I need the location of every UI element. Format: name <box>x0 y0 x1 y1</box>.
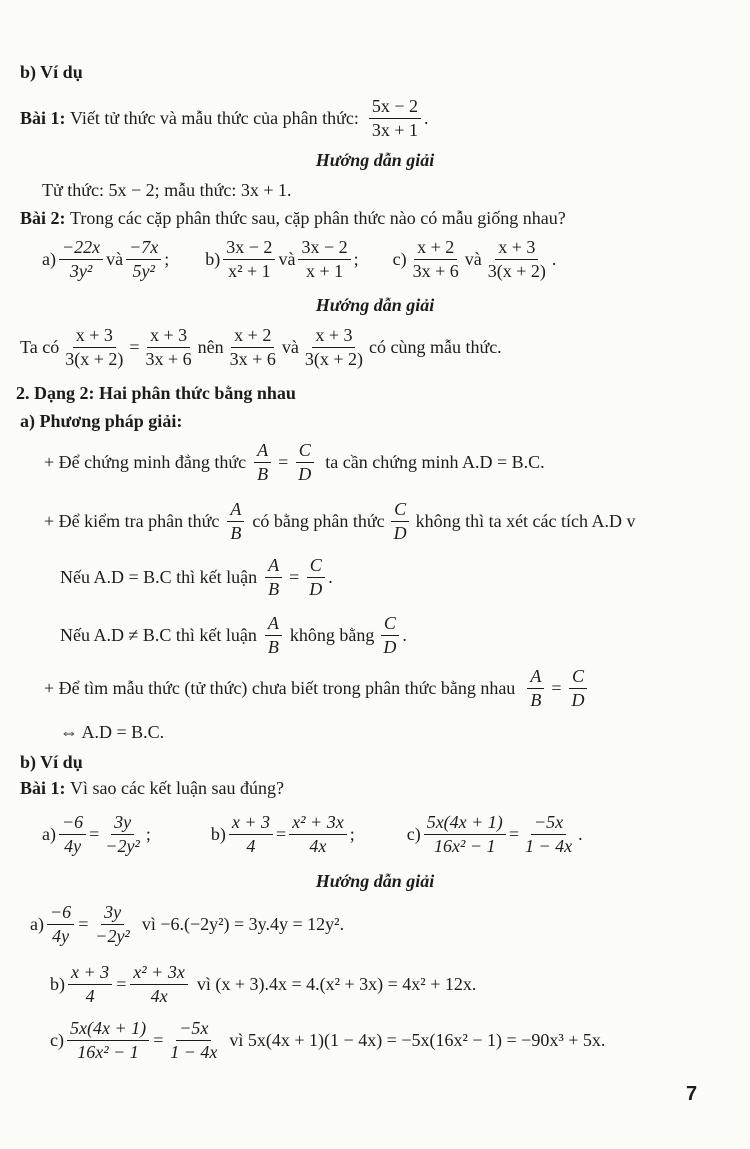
exercise-label: Bài 1: <box>20 778 66 798</box>
fraction <box>265 613 282 657</box>
fraction <box>380 613 399 657</box>
exercise-1: Bài 1: Viết tử thức và mẫu thức của phân thức: $\frac{5x - 2}{3x + 1}$ . <box>20 96 429 140</box>
fraction <box>298 237 350 281</box>
connector-text: và <box>106 248 124 269</box>
denominator: 4y <box>52 925 70 946</box>
fraction <box>62 325 126 369</box>
exercise-label: Bài 1: <box>20 107 66 128</box>
numerator: A <box>265 555 282 578</box>
fraction <box>47 902 74 946</box>
item-label: c) <box>392 248 407 269</box>
method-text: không bằng <box>289 624 375 645</box>
fraction <box>59 237 103 281</box>
denominator: 3y² <box>69 260 93 281</box>
denominator: D <box>393 522 407 543</box>
fraction <box>130 962 188 1006</box>
fraction <box>410 237 462 281</box>
item-label: b) <box>50 973 65 994</box>
fraction <box>265 555 282 599</box>
fraction <box>485 237 549 281</box>
exercise-text: Trong các cặp phân thức sau, cặp phân thức nào có mẫu giống nhau? <box>70 208 566 228</box>
method-point-6: ⇔ A.D = B.C. <box>60 722 165 742</box>
denominator: 3x + 1 <box>371 119 419 140</box>
connector-text: và <box>278 248 296 269</box>
fraction <box>68 962 112 1006</box>
numerator: x + 3 <box>73 325 116 348</box>
numerator: C <box>569 666 587 689</box>
solution-text: vì −6.(−2y²) = 3y.4y = 12y². <box>141 913 345 934</box>
denominator: 3(x + 2) <box>304 348 363 369</box>
denominator: 3x + 6 <box>145 348 192 369</box>
denominator: 4x <box>150 985 168 1006</box>
exercise-2-solution: Ta có $\frac{x + 3}{3(x + 2)}$ = $\frac{x + 3}{3x + 6}$ nên $\frac{x + 2}{3x + 6}$ và $\frac{x + 3}{3(x + 2)}$ có cùng mẫu thức. <box>20 325 502 369</box>
item-label: b) <box>205 248 221 269</box>
fraction <box>302 325 366 369</box>
fraction <box>227 325 279 369</box>
method-point-5: + Để tìm mẫu thức (tử thức) chưa biết trong phân thức bằng nhau $\frac{A}{B}$ = $\frac{C}{D}$ <box>44 666 590 710</box>
fraction <box>102 812 143 856</box>
punctuation: . <box>402 624 407 645</box>
numerator: −5x <box>531 812 566 835</box>
punctuation: ; <box>353 248 359 269</box>
exercise-text: Viết tử thức và mẫu thức của phân thức: <box>70 107 359 128</box>
denominator: D <box>298 463 312 484</box>
numerator: A <box>254 440 271 463</box>
fraction <box>92 902 133 946</box>
fraction <box>289 812 347 856</box>
solution-text: Ta có <box>20 336 60 357</box>
punctuation: ; <box>164 248 170 269</box>
denominator: 16x² − 1 <box>77 1041 139 1062</box>
denominator: 1 − 4x <box>524 835 573 856</box>
denominator: B <box>268 578 280 599</box>
denominator: 4 <box>246 835 256 856</box>
punctuation: . <box>578 823 583 844</box>
example-1 <box>20 778 284 799</box>
denominator: 4x <box>309 835 327 856</box>
connector-text: nên <box>197 336 224 357</box>
numerator: −5x <box>176 1018 211 1041</box>
method-text: không thì ta xét các tích A.D v <box>415 510 636 531</box>
fraction <box>67 1018 149 1062</box>
method-text: + Để kiểm tra phân thức <box>44 510 220 531</box>
section-heading-ppgiai: a) Phương pháp giải: <box>20 411 183 431</box>
section-heading-dang2: 2. Dạng 2: Hai phân thức bằng nhau <box>16 383 296 403</box>
exercise-2-pairs <box>42 237 556 281</box>
method-point-3: Nếu A.D = B.C thì kết luận $\frac{A}{B}$ = $\frac{C}{D}$ . <box>60 555 333 599</box>
section-heading-vidu-2: b) Ví dụ <box>20 752 83 772</box>
numerator: 3y <box>101 902 124 925</box>
denominator: 5y² <box>132 260 155 281</box>
solution-text: vì (x + 3).4x = 4.(x² + 3x) = 4x² + 12x. <box>196 973 477 994</box>
method-text: ta cần chứng minh A.D = B.C. <box>325 451 545 472</box>
numerator: x + 2 <box>231 325 274 348</box>
item-label: c) <box>50 1029 64 1050</box>
page-number: 7 <box>686 1083 698 1105</box>
denominator: B <box>230 522 242 543</box>
denominator: 16x² − 1 <box>433 835 496 856</box>
fraction <box>254 440 271 484</box>
denominator: 4y <box>64 835 82 856</box>
punctuation: . <box>328 566 333 587</box>
numerator: x + 2 <box>414 237 457 260</box>
method-text: + Để tìm mẫu thức (tử thức) chưa biết trong phân thức bằng nhau <box>44 677 516 698</box>
solution-heading: Hướng dẫn giải <box>315 295 435 315</box>
punctuation: ; <box>145 823 151 844</box>
numerator: C <box>296 440 314 463</box>
exercise-label: Bài 2: <box>20 208 66 228</box>
numerator: C <box>381 613 399 636</box>
numerator: 5x − 2 <box>369 96 421 119</box>
method-text: + Để chứng minh đẳng thức <box>44 451 247 472</box>
denominator: B <box>530 689 542 710</box>
fraction <box>59 812 86 856</box>
connector-text: và <box>281 336 299 357</box>
numerator: x + 3 <box>495 237 538 260</box>
item-label: a) <box>42 823 56 844</box>
denominator: D <box>383 636 397 657</box>
numerator: −7x <box>126 237 161 260</box>
connector-text: và <box>464 248 482 269</box>
solution-text: Tử thức: 5x − 2; mẫu thức: 3x + 1. <box>42 180 292 200</box>
numerator: x + 3 <box>312 325 355 348</box>
denominator: D <box>571 689 585 710</box>
numerator: 3y <box>111 812 134 835</box>
fraction <box>568 666 587 710</box>
method-text: có bằng phân thức <box>252 510 385 531</box>
item-label: b) <box>210 823 226 844</box>
numerator: x² + 3x <box>289 812 347 835</box>
method-point-4 <box>60 613 407 657</box>
exercise-text: Vì sao các kết luận sau đúng? <box>70 778 284 798</box>
fraction <box>391 499 410 543</box>
fraction <box>522 812 575 856</box>
fraction <box>167 1018 220 1062</box>
section-heading-vidu: b) Ví dụ <box>20 62 83 82</box>
fraction <box>223 237 275 281</box>
numerator: x + 3 <box>147 325 190 348</box>
fraction <box>295 440 314 484</box>
numerator: A <box>227 499 244 522</box>
numerator: −22x <box>59 237 103 260</box>
numerator: C <box>307 555 325 578</box>
denominator: −2y² <box>95 925 130 946</box>
numerator: x² + 3x <box>130 962 188 985</box>
method-point-1: + Để chứng minh đẳng thức $\frac{A}{B}$ = $\frac{C}{D}$ ta cần chứng minh A.D = B.C. <box>44 440 545 484</box>
denominator: 1 − 4x <box>170 1041 218 1062</box>
solution-c: c) $\frac{5x(4x + 1)}{\text{16x² − 1}}$ = $\frac{-5x}{1 - 4x}$ vì 5x(4x + 1)(1 − 4x) = −5x(16x² − 1) = −90x³ + 5x. <box>50 1018 606 1062</box>
numerator: 5x(4x + 1) <box>424 812 506 835</box>
solution-a: a) $\frac{-6}{4y}$ = $\frac{3y}{\text{−2y²}}$ vì −6.(−2y²) = 3y.4y = 12y². <box>30 902 345 946</box>
fraction <box>306 555 325 599</box>
numerator: x + 3 <box>229 812 273 835</box>
fraction <box>369 96 421 140</box>
method-point-2 <box>44 499 636 543</box>
numerator: 5x(4x + 1) <box>67 1018 149 1041</box>
numerator: A <box>265 613 282 636</box>
method-text: Nếu A.D = B.C thì kết luận <box>60 566 258 587</box>
denominator: 4 <box>85 985 95 1006</box>
item-label: c) <box>406 823 421 844</box>
denominator: 3x + 6 <box>229 348 276 369</box>
example-1-items: a) $\frac{-6}{4y}$ = $\frac{3y}{\text{−2y²}}$ ; b) $\frac{x + 3}{4}$ = $\frac{\text{x² + 3x}}{4x}$ ; c) $\frac{5x(4x + 1)}{\text{16x² − 1}}$ = $\frac{-5x}{1 - 4x}$ . <box>42 812 583 856</box>
denominator: 3(x + 2) <box>487 260 546 281</box>
numerator: x + 3 <box>68 962 112 985</box>
denominator: B <box>267 636 279 657</box>
denominator: 3(x + 2) <box>65 348 124 369</box>
fraction <box>126 237 161 281</box>
item-label: a) <box>42 248 56 269</box>
fraction <box>227 499 244 543</box>
exercise-2 <box>20 208 566 229</box>
numerator: C <box>391 499 409 522</box>
numerator: 3x − 2 <box>298 237 350 260</box>
denominator: x² + 1 <box>228 260 271 281</box>
numerator: 3x − 2 <box>223 237 275 260</box>
numerator: −6 <box>47 902 74 925</box>
solution-heading: Hướng dẫn giải <box>315 871 435 891</box>
denominator: D <box>309 578 323 599</box>
fraction <box>424 812 506 856</box>
solution-b: b) $\frac{x + 3}{4}$ = $\frac{\text{x² + 3x}}{4x}$ vì (x + 3).4x = 4.(x² + 3x) = 4x² + 12x. <box>50 962 477 1006</box>
fraction <box>143 325 195 369</box>
numerator: A <box>527 666 544 689</box>
denominator: x + 1 <box>305 260 344 281</box>
solution-text: có cùng mẫu thức. <box>368 336 502 357</box>
item-label: a) <box>30 913 44 934</box>
solution-heading: Hướng dẫn giải <box>315 150 435 170</box>
denominator: B <box>257 463 269 484</box>
fraction <box>229 812 273 856</box>
solution-text: vì 5x(4x + 1)(1 − 4x) = −5x(16x² − 1) = −90x³ + 5x. <box>229 1029 606 1050</box>
method-text: Nếu A.D ≠ B.C thì kết luận <box>60 624 257 645</box>
fraction <box>527 666 544 710</box>
punctuation: . <box>551 248 557 269</box>
denominator: −2y² <box>105 835 140 856</box>
punctuation: ; <box>349 823 355 844</box>
numerator: −6 <box>59 812 86 835</box>
denominator: 3x + 6 <box>412 260 459 281</box>
